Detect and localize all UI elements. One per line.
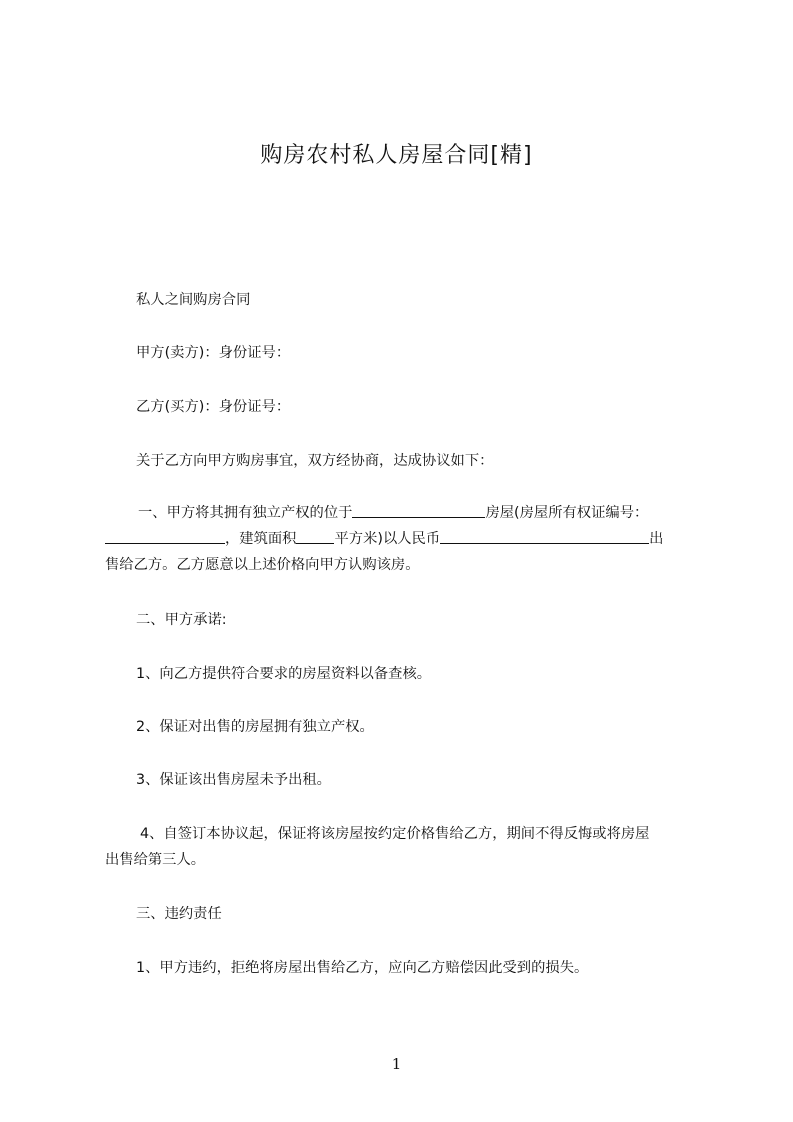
- contract-heading: 私人之间购房合同: [136, 292, 251, 308]
- clause-3-heading: 三、违约责任: [136, 906, 222, 922]
- clause-1-text-c: ，建筑面积: [225, 531, 297, 547]
- clause-1-text-d: 平方米)以人民币: [334, 531, 441, 547]
- price-blank: [440, 529, 649, 544]
- page-number: 1: [391, 1055, 402, 1073]
- party-a-line: 甲方(卖方)：身份证号：: [136, 345, 291, 361]
- location-blank: [352, 503, 485, 518]
- clause-2-heading: 二、甲方承诺:: [136, 612, 227, 628]
- clause-1-line-3: 售给乙方。乙方愿意以上述价格向甲方认购该房。: [105, 557, 420, 573]
- clause-1-line-2: [105, 526, 710, 552]
- promise-item-4-line-1: 4、自签订本协议起，保证将该房屋按约定价格售给乙方，期间不得反悔或将房屋: [140, 826, 650, 842]
- document-title: 购房农村私人房屋合同[精]: [260, 143, 533, 168]
- party-b-line: 乙方(买方)：身份证号：: [136, 399, 291, 415]
- clause-1-text-b: 房屋(房屋所有权证编号：: [485, 505, 649, 521]
- clause-1-line-1: [105, 500, 710, 526]
- breach-item-1: 1、甲方违约，拒绝将房屋出售给乙方，应向乙方赔偿因此受到的损失。: [136, 960, 589, 976]
- promise-item-4: [105, 821, 710, 873]
- clause-1-text-a: 一、甲方将其拥有独立产权的位于: [138, 505, 353, 521]
- promise-item-4-line-2: 出售给第三人。: [105, 852, 206, 868]
- clause-1: [105, 500, 710, 578]
- promise-item-3: 3、保证该出售房屋未予出租。: [136, 772, 331, 788]
- area-blank: [296, 529, 334, 544]
- promise-item-1: 1、向乙方提供符合要求的房屋资料以备查核。: [136, 666, 432, 682]
- clause-1-text-e: 出: [649, 531, 664, 547]
- promise-item-2: 2、保证对出售的房屋拥有独立产权。: [136, 719, 374, 735]
- intro-paragraph: 关于乙方向甲方购房事宜，双方经协商，达成协议如下：: [136, 453, 494, 469]
- certificate-number-blank: [105, 529, 225, 544]
